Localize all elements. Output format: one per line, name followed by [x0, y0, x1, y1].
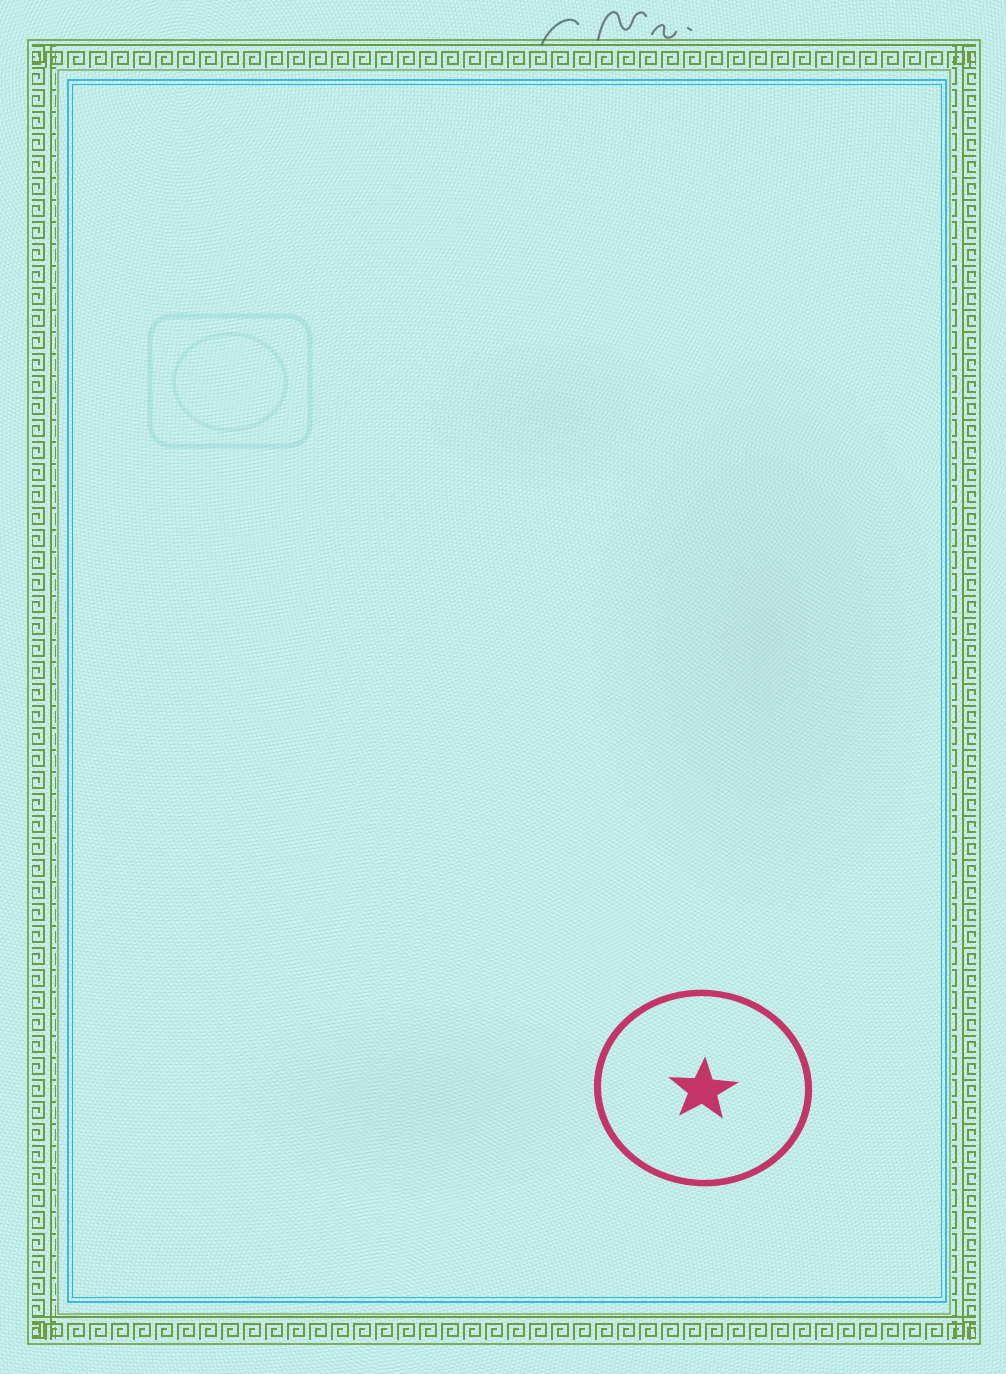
- emboss-mark: [150, 316, 310, 446]
- blue-inner-border: [68, 80, 946, 1302]
- serial-number-line: [168, 1186, 182, 1217]
- seal-star-icon: [666, 1054, 741, 1120]
- greek-key-border: [28, 40, 980, 1344]
- certificate-number-line: [632, 315, 648, 335]
